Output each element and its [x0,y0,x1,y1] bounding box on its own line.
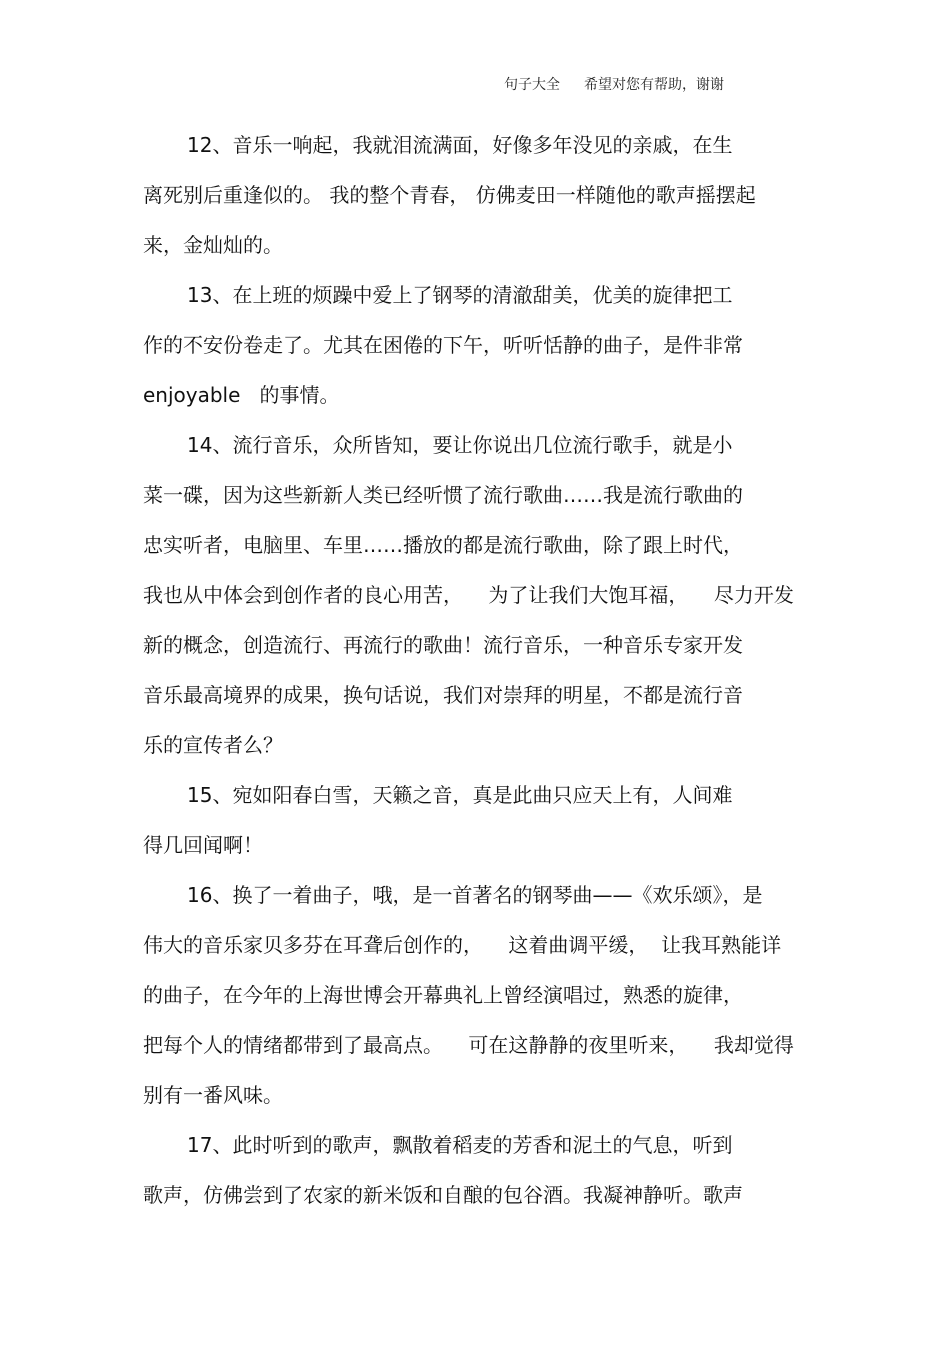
page-header [504,74,724,94]
paragraph-16-line-3: 的曲子，在今年的上海世博会开幕典礼上曾经演唱过，熟悉的旋律， [143,983,743,1007]
paragraph-12-line-2: 离死别后重逢似的。 我的整个青春， 仿佛麦田一样随他的歌声摇摆起 [143,183,756,207]
paragraph-14-line-3: 忠实听者，电脑里、车里……播放的都是流行歌曲，除了跟上时代， [143,533,743,557]
paragraph-13-line-3: enjoyable 的事情。 [143,383,340,407]
paragraph-16-line-2: 伟大的音乐家贝多芬在耳聋后创作的， 这着曲调平缓， 让我耳熟能详 [143,933,782,957]
paragraph-14-line-6: 音乐最高境界的成果，换句话说，我们对崇拜的明星，不都是流行音 [143,683,743,707]
paragraph-17-line-2: 歌声，仿佛尝到了农家的新米饭和自酿的包谷酒。我凝神静听。歌声 [143,1183,743,1207]
paragraph-16-line-4: 把每个人的情绪都带到了最高点。 可在这静静的夜里听来， 我却觉得 [143,1033,794,1057]
paragraph-14-line-4: 我也从中体会到创作者的良心用苦， 为了让我们大饱耳福， 尽力开发 [143,583,794,607]
paragraph-17-line-1: 17、此时听到的歌声，飘散着稻麦的芳香和泥土的气息，听到 [187,1133,733,1157]
paragraph-14-line-5: 新的概念，创造流行、再流行的歌曲！流行音乐，一种音乐专家开发 [143,633,743,657]
header-left-text: 句子大全 [504,77,560,93]
paragraph-12-line-1: 12、音乐一响起，我就泪流满面，好像多年没见的亲戚，在生 [187,133,733,157]
paragraph-15-line-1: 15、宛如阳春白雪，天籁之音，真是此曲只应天上有，人间难 [187,783,733,807]
paragraph-14-line-2: 菜一碟，因为这些新新人类已经听惯了流行歌曲……我是流行歌曲的 [143,483,743,507]
paragraph-15-line-2: 得几回闻啊！ [143,833,263,857]
paragraph-14-line-1: 14、流行音乐，众所皆知，要让你说出几位流行歌手，就是小 [187,433,733,457]
header-right-text: 希望对您有帮助，谢谢 [584,77,724,93]
paragraph-14-line-7: 乐的宣传者么？ [143,733,283,757]
paragraph-16-line-1: 16、换了一着曲子，哦，是一首著名的钢琴曲——《欢乐颂》，是 [187,883,763,907]
paragraph-13-line-1: 13、在上班的烦躁中爱上了钢琴的清澈甜美，优美的旋律把工 [187,283,733,307]
paragraph-12-line-3: 来，金灿灿的。 [143,233,283,257]
paragraph-13-line-2: 作的不安份卷走了。尤其在困倦的下午，听听恬静的曲子，是件非常 [143,333,743,357]
paragraph-16-line-5: 别有一番风味。 [143,1083,283,1107]
